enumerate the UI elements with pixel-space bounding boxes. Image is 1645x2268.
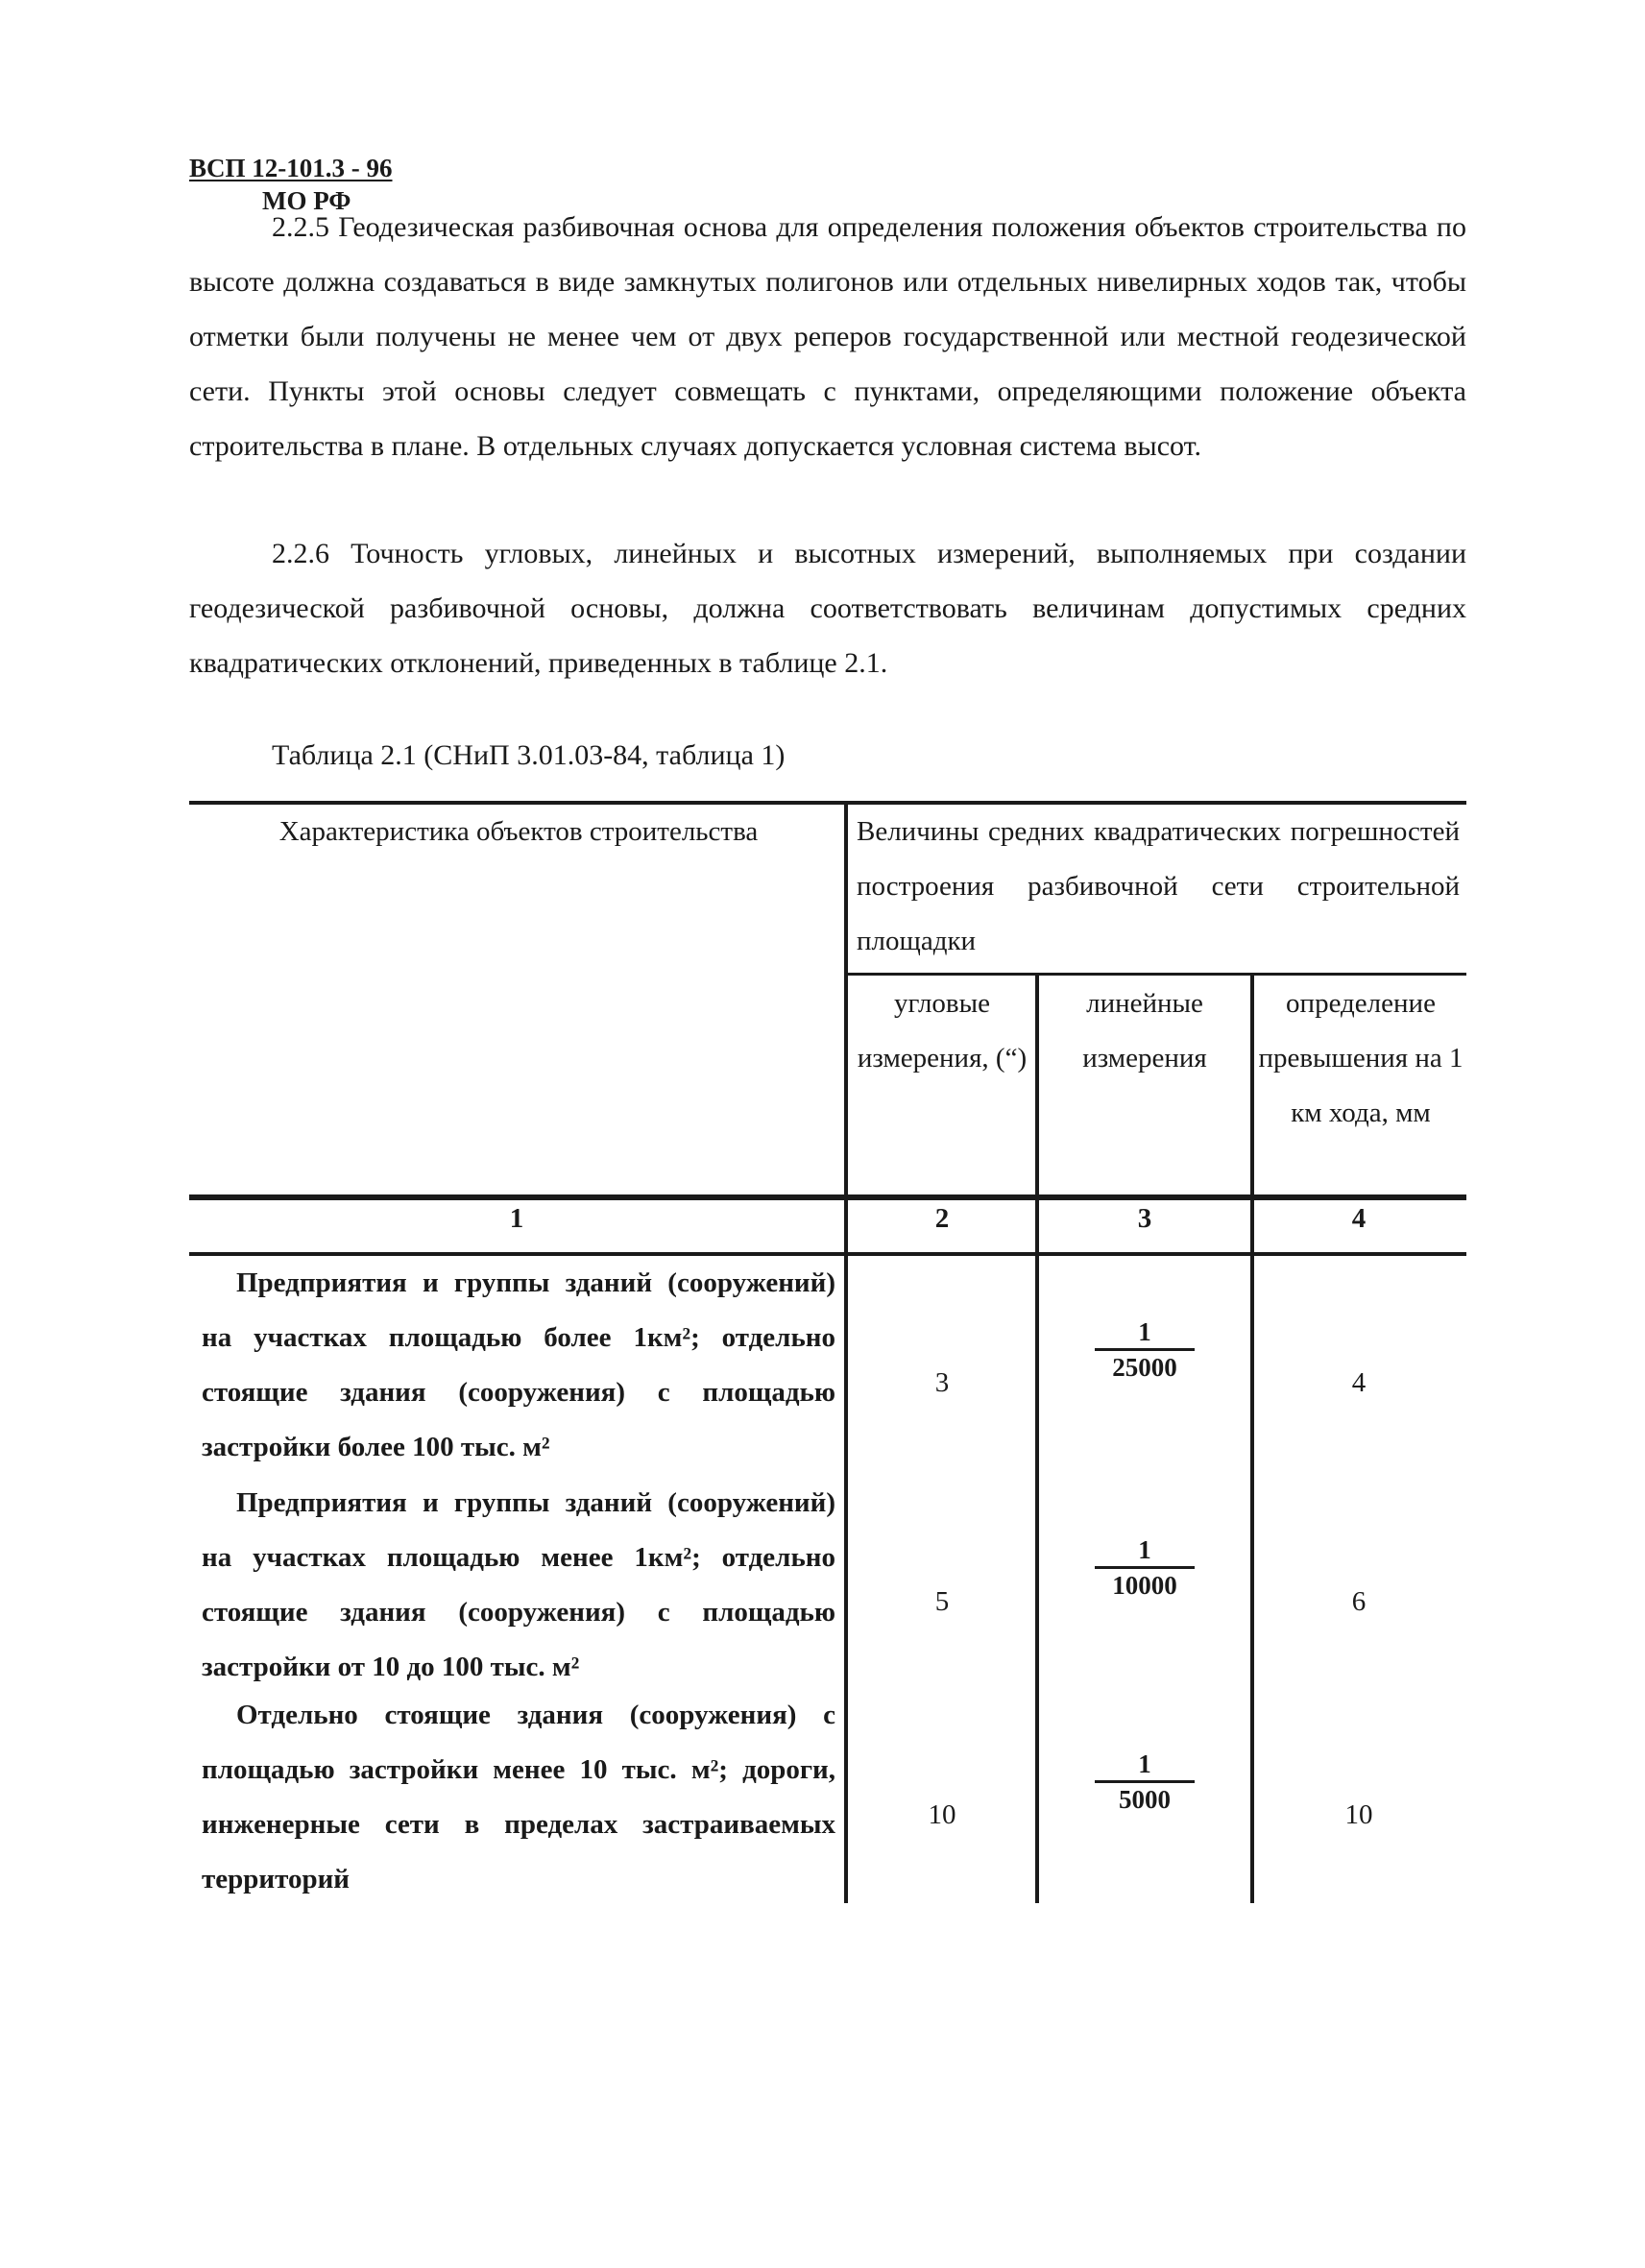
document-code: ВСП 12-101.3 - 96 bbox=[189, 154, 393, 182]
table-divider-col1 bbox=[844, 801, 848, 1903]
table-row-2-linear-numerator: 1 bbox=[1138, 1535, 1151, 1564]
table-row-3-linear-denominator: 5000 bbox=[1119, 1785, 1171, 1814]
table-header-bottom-rule bbox=[189, 1194, 1466, 1200]
paragraph-2-2-5: 2.2.5 Геодезическая разбивочная основа для определения положения объектов строительства по высоте должна создаваться в виде замкнутых полигонов или отдельных нивелирных ходов так, чтобы отметки были получены не менее чем от двух реперов государственной или местной геодезической сети. Пункты этой основы следует совмещать с пунктами, определяющими положение объекта строительства в плане. В отдельных случаях допускается условная система высот. bbox=[189, 211, 1466, 462]
column-number-1: 1 bbox=[509, 1203, 524, 1234]
document-organization: МО РФ bbox=[262, 186, 351, 215]
table-row-1-linear bbox=[1087, 1315, 1202, 1384]
table-row-2-elevation: 6 bbox=[1351, 1586, 1367, 1617]
table-row-2-linear bbox=[1087, 1533, 1202, 1602]
table-row-3-angular: 10 bbox=[928, 1799, 956, 1830]
column-number-4: 4 bbox=[1351, 1203, 1367, 1234]
table-row-1-linear-denominator: 25000 bbox=[1112, 1353, 1177, 1382]
paragraph-2-2-6: 2.2.6 Точность угловых, линейных и высотных измерений, выполняемых при создании геодезической разбивочной основы, должна соответствовать величинам допустимых средних квадратических отклонений, приведенных в таблице 2.1. bbox=[189, 538, 1466, 679]
header-object-characteristic: Характеристика объектов строительства bbox=[278, 816, 759, 847]
header-error-values: Величины средних квадратических погрешностей построения разбивочной сети строительной площадки bbox=[857, 816, 1460, 956]
table-caption: Таблица 2.1 (СНиП 3.01.03-84, таблица 1) bbox=[272, 739, 786, 771]
table-row-3-linear-numerator: 1 bbox=[1138, 1749, 1151, 1778]
table-row-3-elevation: 10 bbox=[1344, 1799, 1373, 1830]
subheader-angular: угловые измерения, (“) bbox=[857, 988, 1028, 1074]
table-row-2-linear-denominator: 10000 bbox=[1112, 1571, 1177, 1600]
table-divider-col3 bbox=[1250, 973, 1254, 1903]
table-row-1-description: Предприятия и группы зданий (сооружений) на участках площадью более 1км²; отдельно стоящие здания (сооружения) с площадью застройки более 100 тыс. м² bbox=[202, 1267, 835, 1462]
table-row-1-elevation: 4 bbox=[1351, 1367, 1367, 1398]
table-subheader-rule bbox=[848, 973, 1466, 976]
subheader-elevation: определение превышения на 1 км хода, мм bbox=[1258, 988, 1464, 1128]
table-row-2-angular: 5 bbox=[934, 1586, 950, 1617]
subheader-linear: линейные измерения bbox=[1082, 988, 1207, 1074]
table-row-2-description: Предприятия и группы зданий (сооружений) на участках площадью менее 1км²; отдельно стоящие здания (сооружения) с площадью застройки от 10 до 100 тыс. м² bbox=[202, 1487, 835, 1682]
table-row-3-description: Отдельно стоящие здания (сооружения) с площадью застройки менее 10 тыс. м²; дороги, инженерные сети в пределах застраиваемых территорий bbox=[202, 1700, 835, 1894]
column-number-2: 2 bbox=[934, 1203, 950, 1234]
table-row-3-linear bbox=[1087, 1748, 1202, 1816]
table-row-1-linear-numerator: 1 bbox=[1138, 1317, 1151, 1346]
table-row-1-angular: 3 bbox=[934, 1367, 950, 1398]
table-divider-col2 bbox=[1035, 973, 1039, 1903]
column-number-3: 3 bbox=[1137, 1203, 1152, 1234]
